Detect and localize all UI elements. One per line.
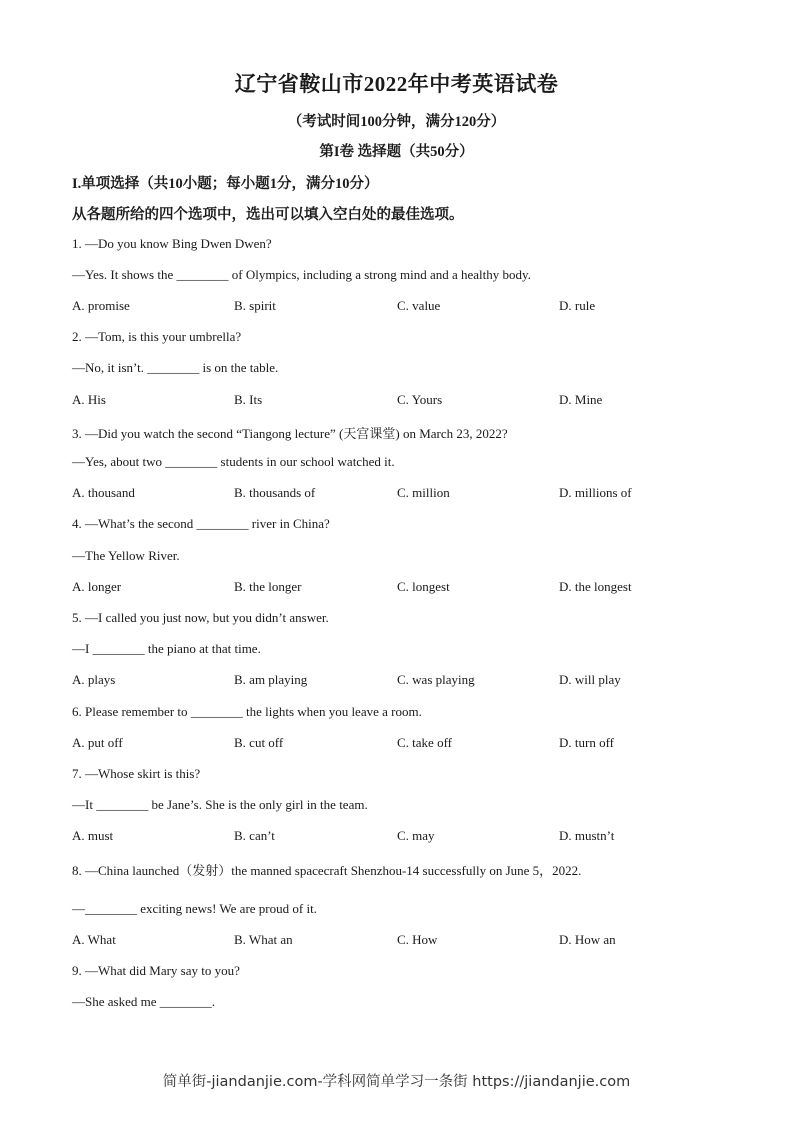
question-3-option-d: D. millions of [559, 485, 632, 500]
question-1-option-c: C. value [397, 298, 441, 313]
instruction: 从各题所给的四个选项中，选出可以填入空白处的最佳选项。 [72, 207, 464, 223]
question-6-option-b: B. cut off [234, 735, 284, 750]
question-2-option-b: B. Its [234, 392, 263, 407]
question-8-option-b: B. What an [234, 932, 293, 947]
question-5-option-a: A. plays [72, 672, 116, 687]
question-5-line-2: —I ________ the piano at that time. [72, 641, 261, 656]
section-title: 第I卷 选择题（共50分） [319, 144, 474, 160]
question-5-line-1: 5. —I called you just now, but you didn’t answer. [72, 610, 329, 625]
exam-title: 辽宁省鞍山市2022年中考英语试卷 [234, 72, 559, 96]
question-9-line-1: 9. —What did Mary say to you? [72, 963, 240, 978]
question-3-option-a: A. thousand [72, 485, 135, 500]
question-2-option-c: C. Yours [397, 392, 443, 407]
question-6-option-d: D. turn off [559, 735, 615, 750]
footer-watermark[interactable]: 简单街-jiandanjie.com-学科网简单学习一条街 https://jiandanjie.com [162, 1074, 631, 1090]
question-6-option-a: A. put off [72, 735, 123, 750]
question-7-line-1: 7. —Whose skirt is this? [72, 766, 201, 781]
question-3-line-1: 3. —Did you watch the second “Tiangong lecture” (天宫课堂) on March 23, 2022? [72, 426, 508, 441]
question-8-option-d: D. How an [559, 932, 616, 947]
question-4-option-b: B. the longer [234, 579, 302, 594]
question-8-option-c: C. How [397, 932, 438, 947]
question-3-line-2: —Yes, about two ________ students in our school watched it. [72, 454, 395, 469]
question-4-line-1: 4. —What’s the second ________ river in China? [72, 516, 330, 531]
question-6-line-1: 6. Please remember to ________ the lights when you leave a room. [72, 704, 422, 719]
question-4-option-c: C. longest [397, 579, 450, 594]
question-3-option-c: C. million [397, 485, 450, 500]
question-2-option-a: A. His [72, 392, 106, 407]
part-title: I.单项选择（共10小题；每小题1分，满分10分） [72, 176, 379, 192]
question-7-option-d: D. mustn’t [559, 828, 615, 843]
question-4-option-a: A. longer [72, 579, 122, 594]
question-3-option-b: B. thousands of [234, 485, 316, 500]
question-1-option-d: D. rule [559, 298, 596, 313]
question-1-line-1: 1. —Do you know Bing Dwen Dwen? [72, 236, 272, 251]
question-5-option-d: D. will play [559, 672, 621, 687]
question-8-line-2: —________ exciting news! We are proud of it. [72, 901, 317, 916]
question-5-option-c: C. was playing [397, 672, 475, 687]
question-1-line-2: —Yes. It shows the ________ of Olympics, including a strong mind and a healthy body. [72, 267, 531, 282]
question-7-option-b: B. can’t [234, 828, 275, 843]
question-4-line-2: —The Yellow River. [72, 548, 180, 563]
question-7-option-a: A. must [72, 828, 114, 843]
question-9-line-2: —She asked me ________. [72, 994, 215, 1009]
question-2-line-2: —No, it isn’t. ________ is on the table. [72, 360, 279, 375]
question-7-line-2: —It ________ be Jane’s. She is the only girl in the team. [72, 797, 368, 812]
question-1-option-b: B. spirit [234, 298, 276, 313]
question-7-option-c: C. may [397, 828, 435, 843]
question-1-option-a: A. promise [72, 298, 130, 313]
question-8-option-a: A. What [72, 932, 116, 947]
question-5-option-b: B. am playing [234, 672, 308, 687]
question-8-line-1: 8. —China launched（发射）the manned spacecraft Shenzhou-14 successfully on June 5，2022. [72, 863, 582, 878]
exam-subtitle: （考试时间100分钟，满分120分） [287, 114, 506, 130]
question-6-option-c: C. take off [397, 735, 452, 750]
question-4-option-d: D. the longest [559, 579, 632, 594]
question-2-option-d: D. Mine [559, 392, 603, 407]
question-2-line-1: 2. —Tom, is this your umbrella? [72, 329, 242, 344]
